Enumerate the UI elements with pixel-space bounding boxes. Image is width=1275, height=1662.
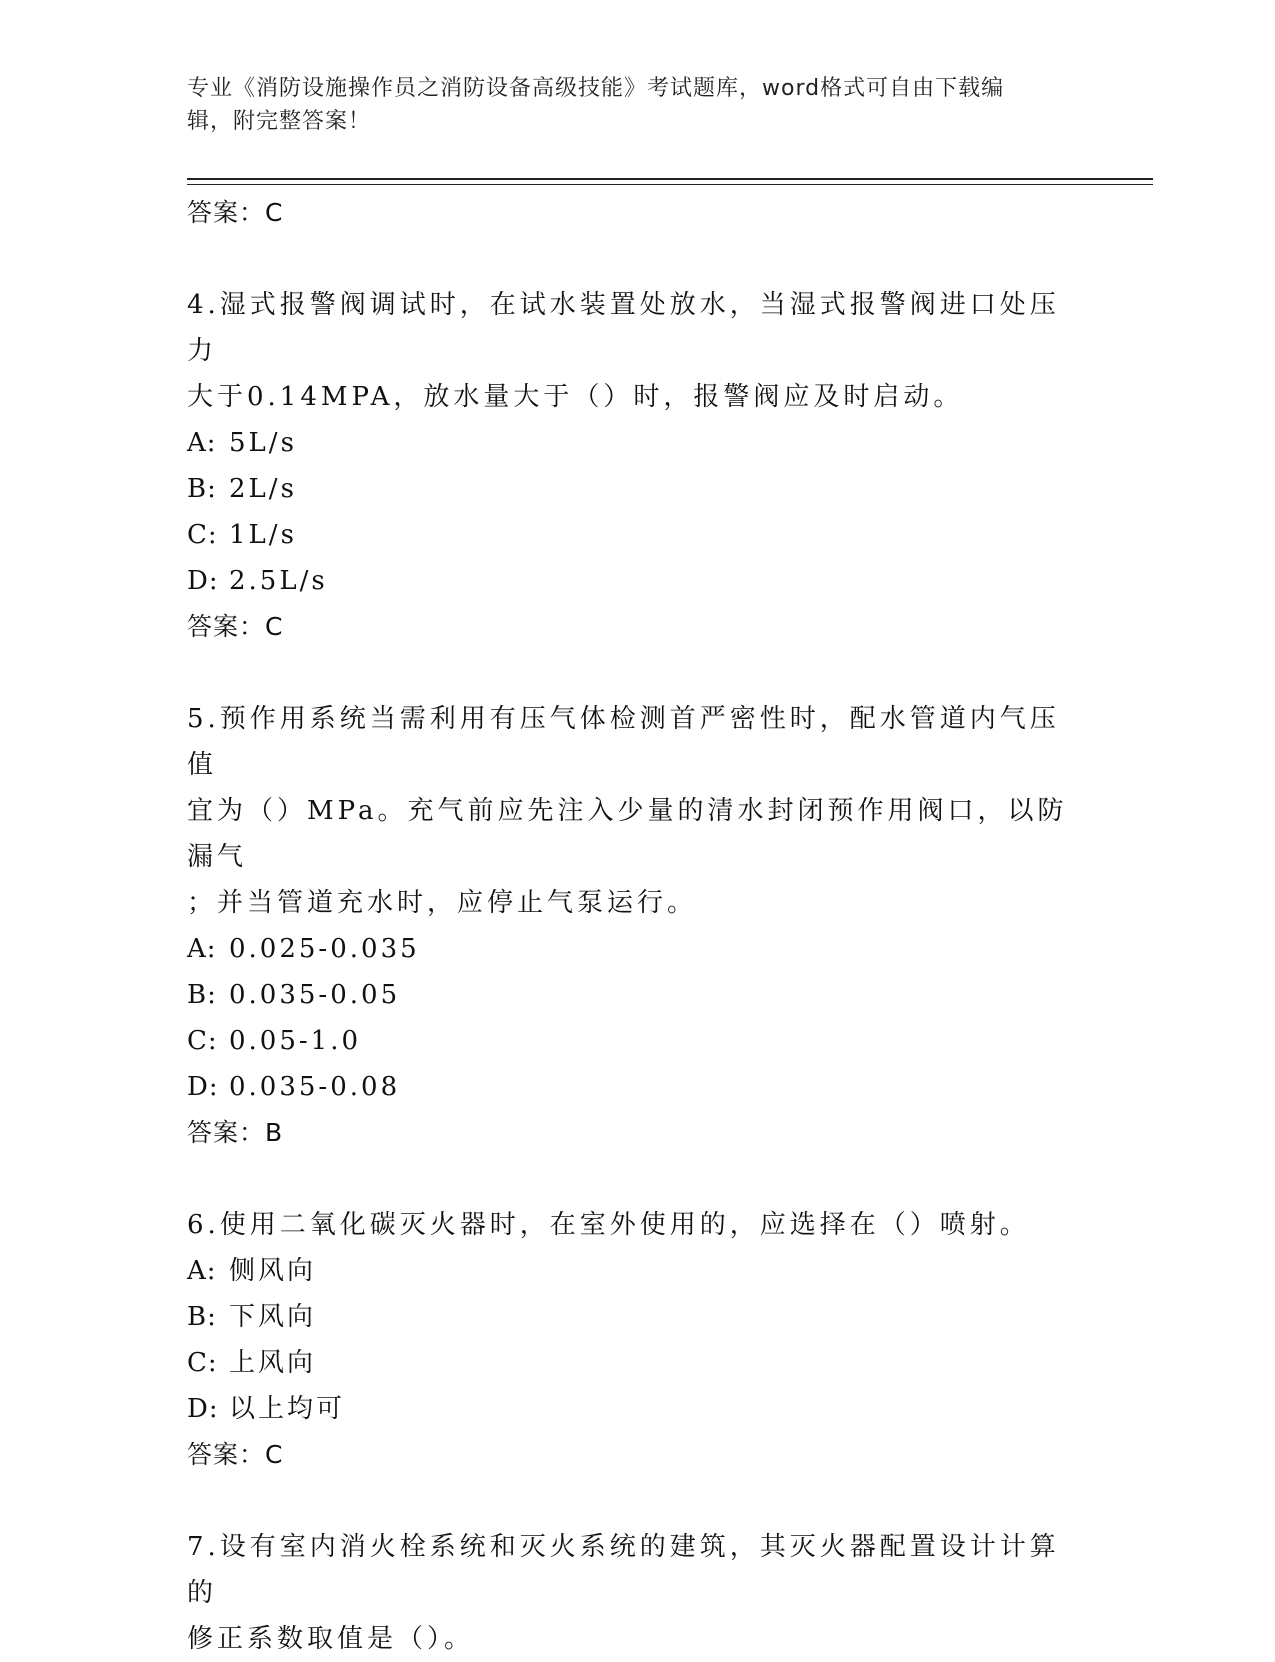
question-text <box>187 282 1087 420</box>
option-label: D: <box>187 566 219 596</box>
header-divider-thin <box>187 184 1153 185</box>
option-text: 0.035-0.08 <box>229 1072 401 1102</box>
option-text: 2.5L/s <box>229 566 328 596</box>
option-label: A: <box>187 428 217 458</box>
question-text-line: 宜为（）MPa。充气前应先注入少量的清水封闭预作用阀口，以防漏气 <box>187 796 1068 872</box>
answer-line: 答案：C <box>187 1440 284 1469</box>
header-line-2: 辑，附完整答案！ <box>187 109 372 134</box>
question-block-7 <box>187 1524 1087 1662</box>
option-label: B: <box>187 1302 217 1332</box>
document-header <box>187 72 1067 138</box>
option-text: 侧风向 <box>229 1256 317 1286</box>
spacer <box>187 650 1087 696</box>
option-d <box>187 1386 1087 1432</box>
option-text: 0.025-0.035 <box>229 934 420 964</box>
option-text: 下风向 <box>229 1302 317 1332</box>
option-text: 2L/s <box>229 474 297 504</box>
header-divider-thick <box>187 178 1153 180</box>
option-label: C: <box>187 1348 218 1378</box>
option-text: 0.035-0.05 <box>229 980 401 1010</box>
option-label: A: <box>187 934 217 964</box>
question-text-line: 5.预作用系统当需利用有压气体检测首严密性时，配水管道内气压值 <box>187 704 1060 780</box>
spacer <box>187 1478 1087 1524</box>
option-label: D: <box>187 1072 219 1102</box>
spacer <box>187 1156 1087 1202</box>
option-label: C: <box>187 1026 218 1056</box>
question-block-5 <box>187 696 1087 1156</box>
question-list <box>187 190 1087 1662</box>
answer-line: 答案：C <box>187 612 284 641</box>
option-c <box>187 512 1087 558</box>
question-text-line: ；并当管道充水时，应停止气泵运行。 <box>187 888 698 918</box>
question-block-6 <box>187 1202 1087 1478</box>
option-b <box>187 972 1087 1018</box>
question-text-line: 修正系数取值是（）。 <box>187 1624 475 1654</box>
option-text: 上风向 <box>229 1348 317 1378</box>
option-a <box>187 926 1087 972</box>
question-text <box>187 1524 1087 1662</box>
option-text: 5L/s <box>229 428 297 458</box>
option-text: 0.05-1.0 <box>229 1026 362 1056</box>
option-d <box>187 558 1087 604</box>
option-b <box>187 1294 1087 1340</box>
question-text-line: 大于0.14MPA，放水量大于（）时，报警阀应及时启动。 <box>187 382 964 412</box>
question-text <box>187 1202 1087 1248</box>
answer-line: 答案：B <box>187 1118 284 1147</box>
question-text-line: 6.使用二氧化碳灭火器时，在室外使用的，应选择在（）喷射。 <box>187 1210 1030 1240</box>
option-label: C: <box>187 520 218 550</box>
spacer <box>187 236 1087 282</box>
option-label: B: <box>187 474 217 504</box>
question-block-4 <box>187 282 1087 650</box>
option-d <box>187 1064 1087 1110</box>
question-text-line: 7.设有室内消火栓系统和灭火系统的建筑，其灭火器配置设计计算的 <box>187 1532 1060 1608</box>
option-b <box>187 466 1087 512</box>
option-a <box>187 420 1087 466</box>
answer-line: 答案：C <box>187 198 284 227</box>
option-text: 1L/s <box>229 520 297 550</box>
option-label: B: <box>187 980 217 1010</box>
option-c <box>187 1018 1087 1064</box>
option-a <box>187 1248 1087 1294</box>
header-line-1: 专业《消防设施操作员之消防设备高级技能》考试题库，word格式可自由下载编 <box>187 76 1005 101</box>
option-label: A: <box>187 1256 217 1286</box>
option-text: 以上均可 <box>229 1394 346 1424</box>
question-text-line: 4.湿式报警阀调试时，在试水装置处放水，当湿式报警阀进口处压力 <box>187 290 1060 366</box>
option-label: D: <box>187 1394 219 1424</box>
question-text <box>187 696 1087 926</box>
option-c <box>187 1340 1087 1386</box>
